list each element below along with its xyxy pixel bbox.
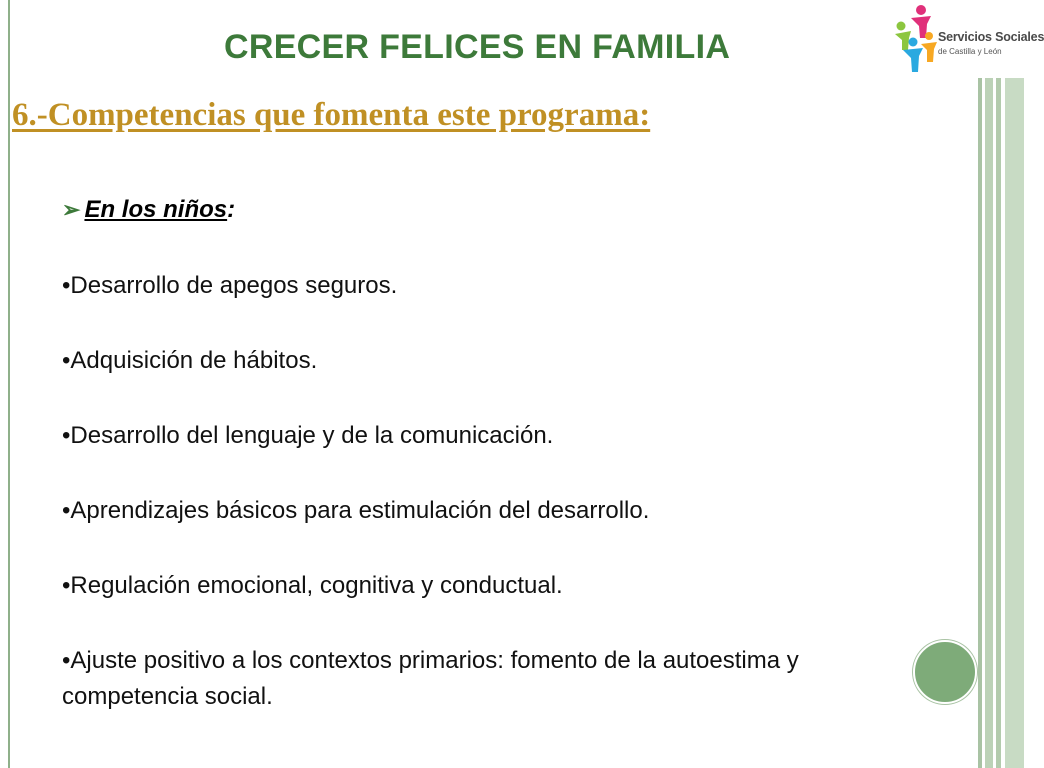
list-item-text: Ajuste positivo a los contextos primarios: fomento de la autoestima y competencia social. (62, 647, 799, 710)
bullet-icon: • (62, 497, 71, 524)
logo-subtitle: de Castilla y León (938, 47, 1002, 56)
subheading-colon: : (227, 196, 236, 223)
list-item (62, 418, 862, 454)
bullet-icon: • (62, 347, 71, 374)
competencies-list (62, 268, 862, 715)
list-item (62, 493, 862, 529)
list-item-text: Adquisición de hábitos. (70, 347, 318, 374)
decorative-circle (913, 640, 977, 704)
bullet-icon: • (62, 647, 71, 674)
logo-title: Servicios Sociales (938, 30, 1044, 44)
list-item (62, 643, 862, 715)
bullet-icon: • (62, 572, 71, 599)
subheading (62, 192, 862, 228)
bullet-icon: • (62, 272, 71, 299)
left-decorative-rule (8, 0, 10, 768)
bullet-icon: • (62, 422, 71, 449)
list-item-text: Desarrollo del lenguaje y de la comunicación. (70, 422, 554, 449)
list-item (62, 343, 862, 379)
list-item-text: Regulación emocional, cognitiva y conductual. (70, 572, 563, 599)
people-figures-icon (893, 4, 939, 76)
section-title: 6.-Competencias que fomenta este programa: (12, 97, 651, 133)
list-item-text: Aprendizajes básicos para estimulación del desarrollo. (70, 497, 650, 524)
subheading-label: En los niños (84, 196, 228, 223)
slide-content (62, 192, 862, 715)
list-item (62, 268, 862, 304)
list-item-text: Desarrollo de apegos seguros. (70, 272, 398, 299)
right-decorative-stripes (978, 78, 1024, 768)
slide-title: CRECER FELICES EN FAMILIA (224, 28, 731, 66)
list-item (62, 568, 862, 604)
arrow-bullet-icon: ➢ (62, 197, 81, 222)
servicios-sociales-logo (893, 4, 1044, 76)
